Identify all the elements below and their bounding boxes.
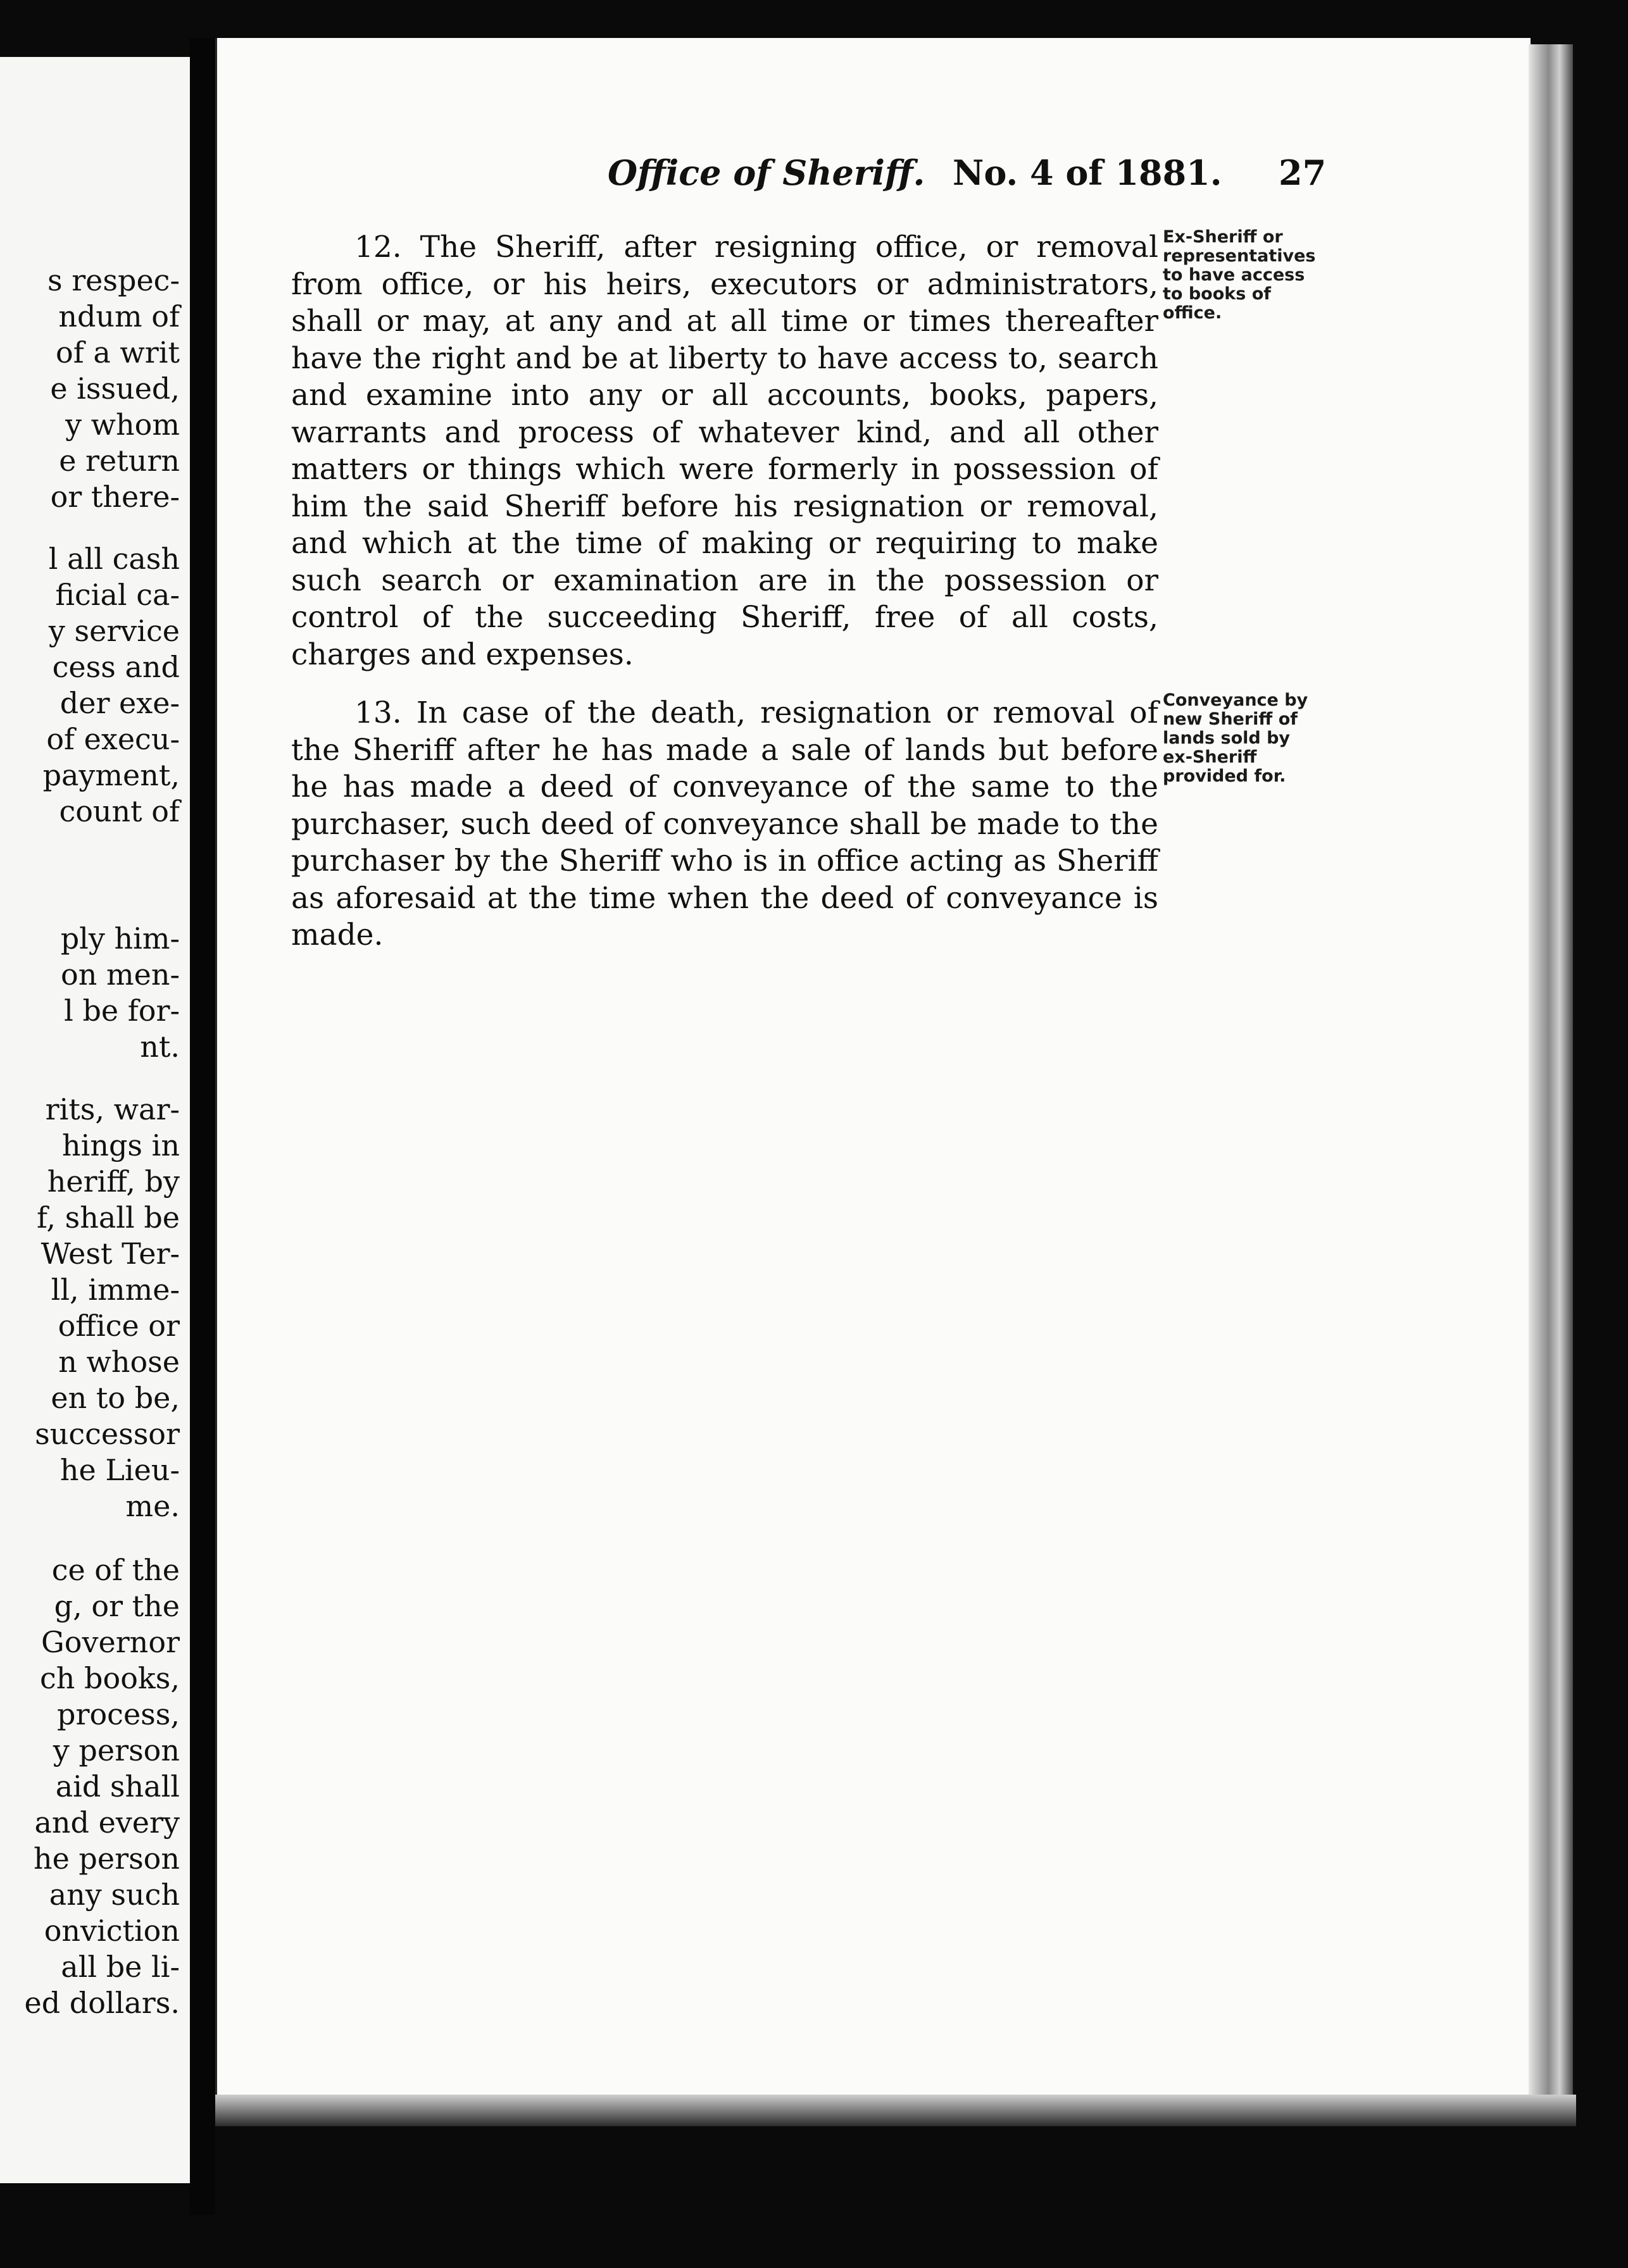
section-text: 13. In case of the death, resignation or removal of the Sheriff after he has made a sale of lands but before he has made a deed of conveyance of the same to the purchaser, such deed of conveyance shall be made to the purchaser by the Sheriff who is in office acting as Sheriff as aforesaid at the time when the deed of conveyance is made. (291, 695, 1158, 952)
left-line: ndum of (58, 299, 180, 333)
left-line: ply him- (60, 921, 180, 956)
left-line: nt. (140, 1030, 180, 1064)
margin-note-section-12: Ex-Sheriff or representatives to have access to books of office. (1163, 227, 1316, 323)
left-line: y service (48, 614, 180, 648)
left-line: and every (34, 1805, 180, 1840)
section-12 (291, 229, 1158, 673)
left-line: rits, war- (45, 1092, 180, 1126)
section-13 (291, 695, 1158, 954)
running-head-act: No. 4 of 1881. (953, 153, 1222, 193)
left-line: he Lieu- (59, 1453, 180, 1487)
left-line: e return (59, 444, 180, 478)
page-edge (1529, 44, 1573, 2095)
left-line: f, shall be (36, 1200, 180, 1235)
left-line: count of (59, 794, 180, 828)
left-line: der exe- (59, 686, 180, 720)
left-line: n whose (58, 1345, 180, 1379)
left-line: y whom (65, 408, 180, 442)
left-line: hings in (62, 1128, 180, 1162)
left-line: aid shall (55, 1769, 180, 1804)
left-line: onviction (44, 1914, 180, 1948)
left-line: he person (33, 1841, 180, 1876)
left-line: on men- (61, 957, 180, 992)
left-line: ch books, (40, 1661, 180, 1695)
left-line: of a writ (56, 335, 180, 370)
margin-note-section-13: Conveyance by new Sheriff of lands sold by ex-Sheriff provided for. (1163, 690, 1308, 786)
section-text: 12. The Sheriff, after resigning office, or removal from office, or his heirs, executors or administrators, shall or may, at any and at all time or times thereafter have the right and be at liberty to have access to, search and examine into any or all accounts, books, papers, warrants and process of whatever kind, and all other matters or things which were formerly in possession of him the said Sheriff before his resignation or removal, and which at the time of making or requiring to make such search or examination are in the possession or control of the succeeding Sheriff, free of all costs, charges and expenses. (291, 230, 1158, 672)
left-line: payment, (42, 758, 180, 792)
left-line: of execu- (46, 722, 180, 756)
left-line: cess and (52, 650, 180, 684)
left-line: ce of the (51, 1553, 180, 1587)
left-line: ed dollars. (24, 1986, 180, 2020)
left-line: ll, imme- (51, 1273, 180, 1307)
left-line: any such (49, 1878, 180, 1912)
left-line: office or (58, 1309, 180, 1343)
left-line: y person (53, 1733, 180, 1767)
left-line: heriff, by (47, 1164, 180, 1199)
left-line: ficial ca- (55, 578, 180, 612)
left-line: g, or the (54, 1589, 180, 1623)
book-gutter (190, 38, 215, 2215)
left-line: West Ter- (41, 1237, 180, 1271)
running-head-title: Office of Sheriff. (608, 153, 925, 193)
left-line: e issued, (50, 371, 180, 406)
left-line: l all cash (48, 542, 180, 576)
left-line: process, (57, 1697, 180, 1731)
left-line: me. (125, 1489, 180, 1523)
page-bottom-edge (215, 2095, 1576, 2126)
left-line: all be li- (61, 1950, 180, 1984)
left-line: en to be, (51, 1381, 180, 1415)
left-line: s respec- (47, 263, 180, 297)
page-number: 27 (1279, 153, 1327, 193)
left-line: successor (35, 1417, 180, 1451)
left-page (0, 57, 192, 2183)
left-line: or there- (50, 480, 180, 514)
left-line: l be for- (64, 994, 180, 1028)
left-line: Governor (41, 1625, 180, 1659)
